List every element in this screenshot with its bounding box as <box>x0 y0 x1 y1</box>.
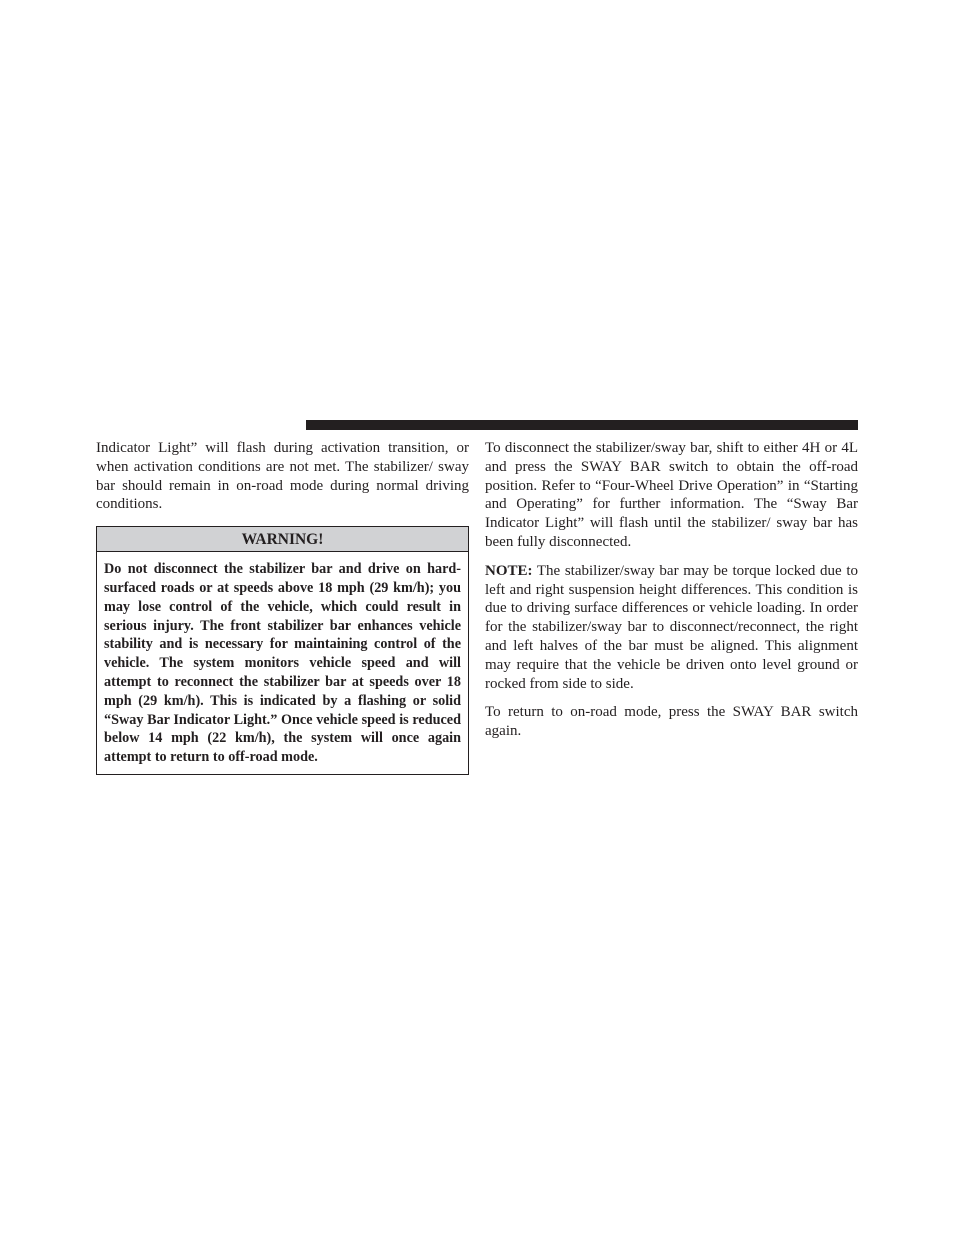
header-rule <box>306 420 858 430</box>
warning-body: Do not disconnect the stabilizer bar and drive on hard-surfaced roads or at speeds above 18 mph (29 km/h); you may lose control of the vehicle, which could result in serious injury. The front stabilizer bar enhances vehicle stability and is necessary for maintaining control of the vehicle. The system monitors vehicle speed and will attempt to reconnect the stabilizer bar at speeds over 18 mph (29 km/h). This is indicated by a flashing or solid “Sway Bar Indicator Light.” Once vehicle speed is reduced below 14 mph (22 km/h), the system will once again attempt to return to off-road mode. <box>104 561 461 766</box>
right-column <box>485 439 858 751</box>
left-column <box>96 439 469 775</box>
note-paragraph <box>485 562 858 694</box>
warning-box <box>96 526 469 775</box>
intro-paragraph: Indicator Light” will flash during activation transition, or when activation conditions are not met. The stabilizer/ sway bar should remain in on-road mode during normal driving conditions. <box>96 440 469 513</box>
return-paragraph: To return to on-road mode, press the SWAY BAR switch again. <box>485 704 858 740</box>
disconnect-paragraph: To disconnect the stabilizer/sway bar, shift to either 4H or 4L and press the SWAY BAR switch to obtain the off-road position. Refer to “Four-Wheel Drive Operation” in “Starting and Operating” for further information. The “Sway Bar Indicator Light” will flash until the stabilizer/ sway bar has been fully disconnected. <box>485 440 858 550</box>
note-label: NOTE: <box>485 562 533 579</box>
note-text: The stabilizer/sway bar may be torque locked due to left and right suspension height differences. This condition is due to driving surface differences or vehicle loading. In order for the stabilizer/sway bar to disconnect/reconnect, the right and left halves of the bar must be aligned. This alignment may require that the vehicle be driven onto level ground or rocked from side to side. <box>485 562 858 692</box>
warning-title: WARNING! <box>97 527 468 552</box>
